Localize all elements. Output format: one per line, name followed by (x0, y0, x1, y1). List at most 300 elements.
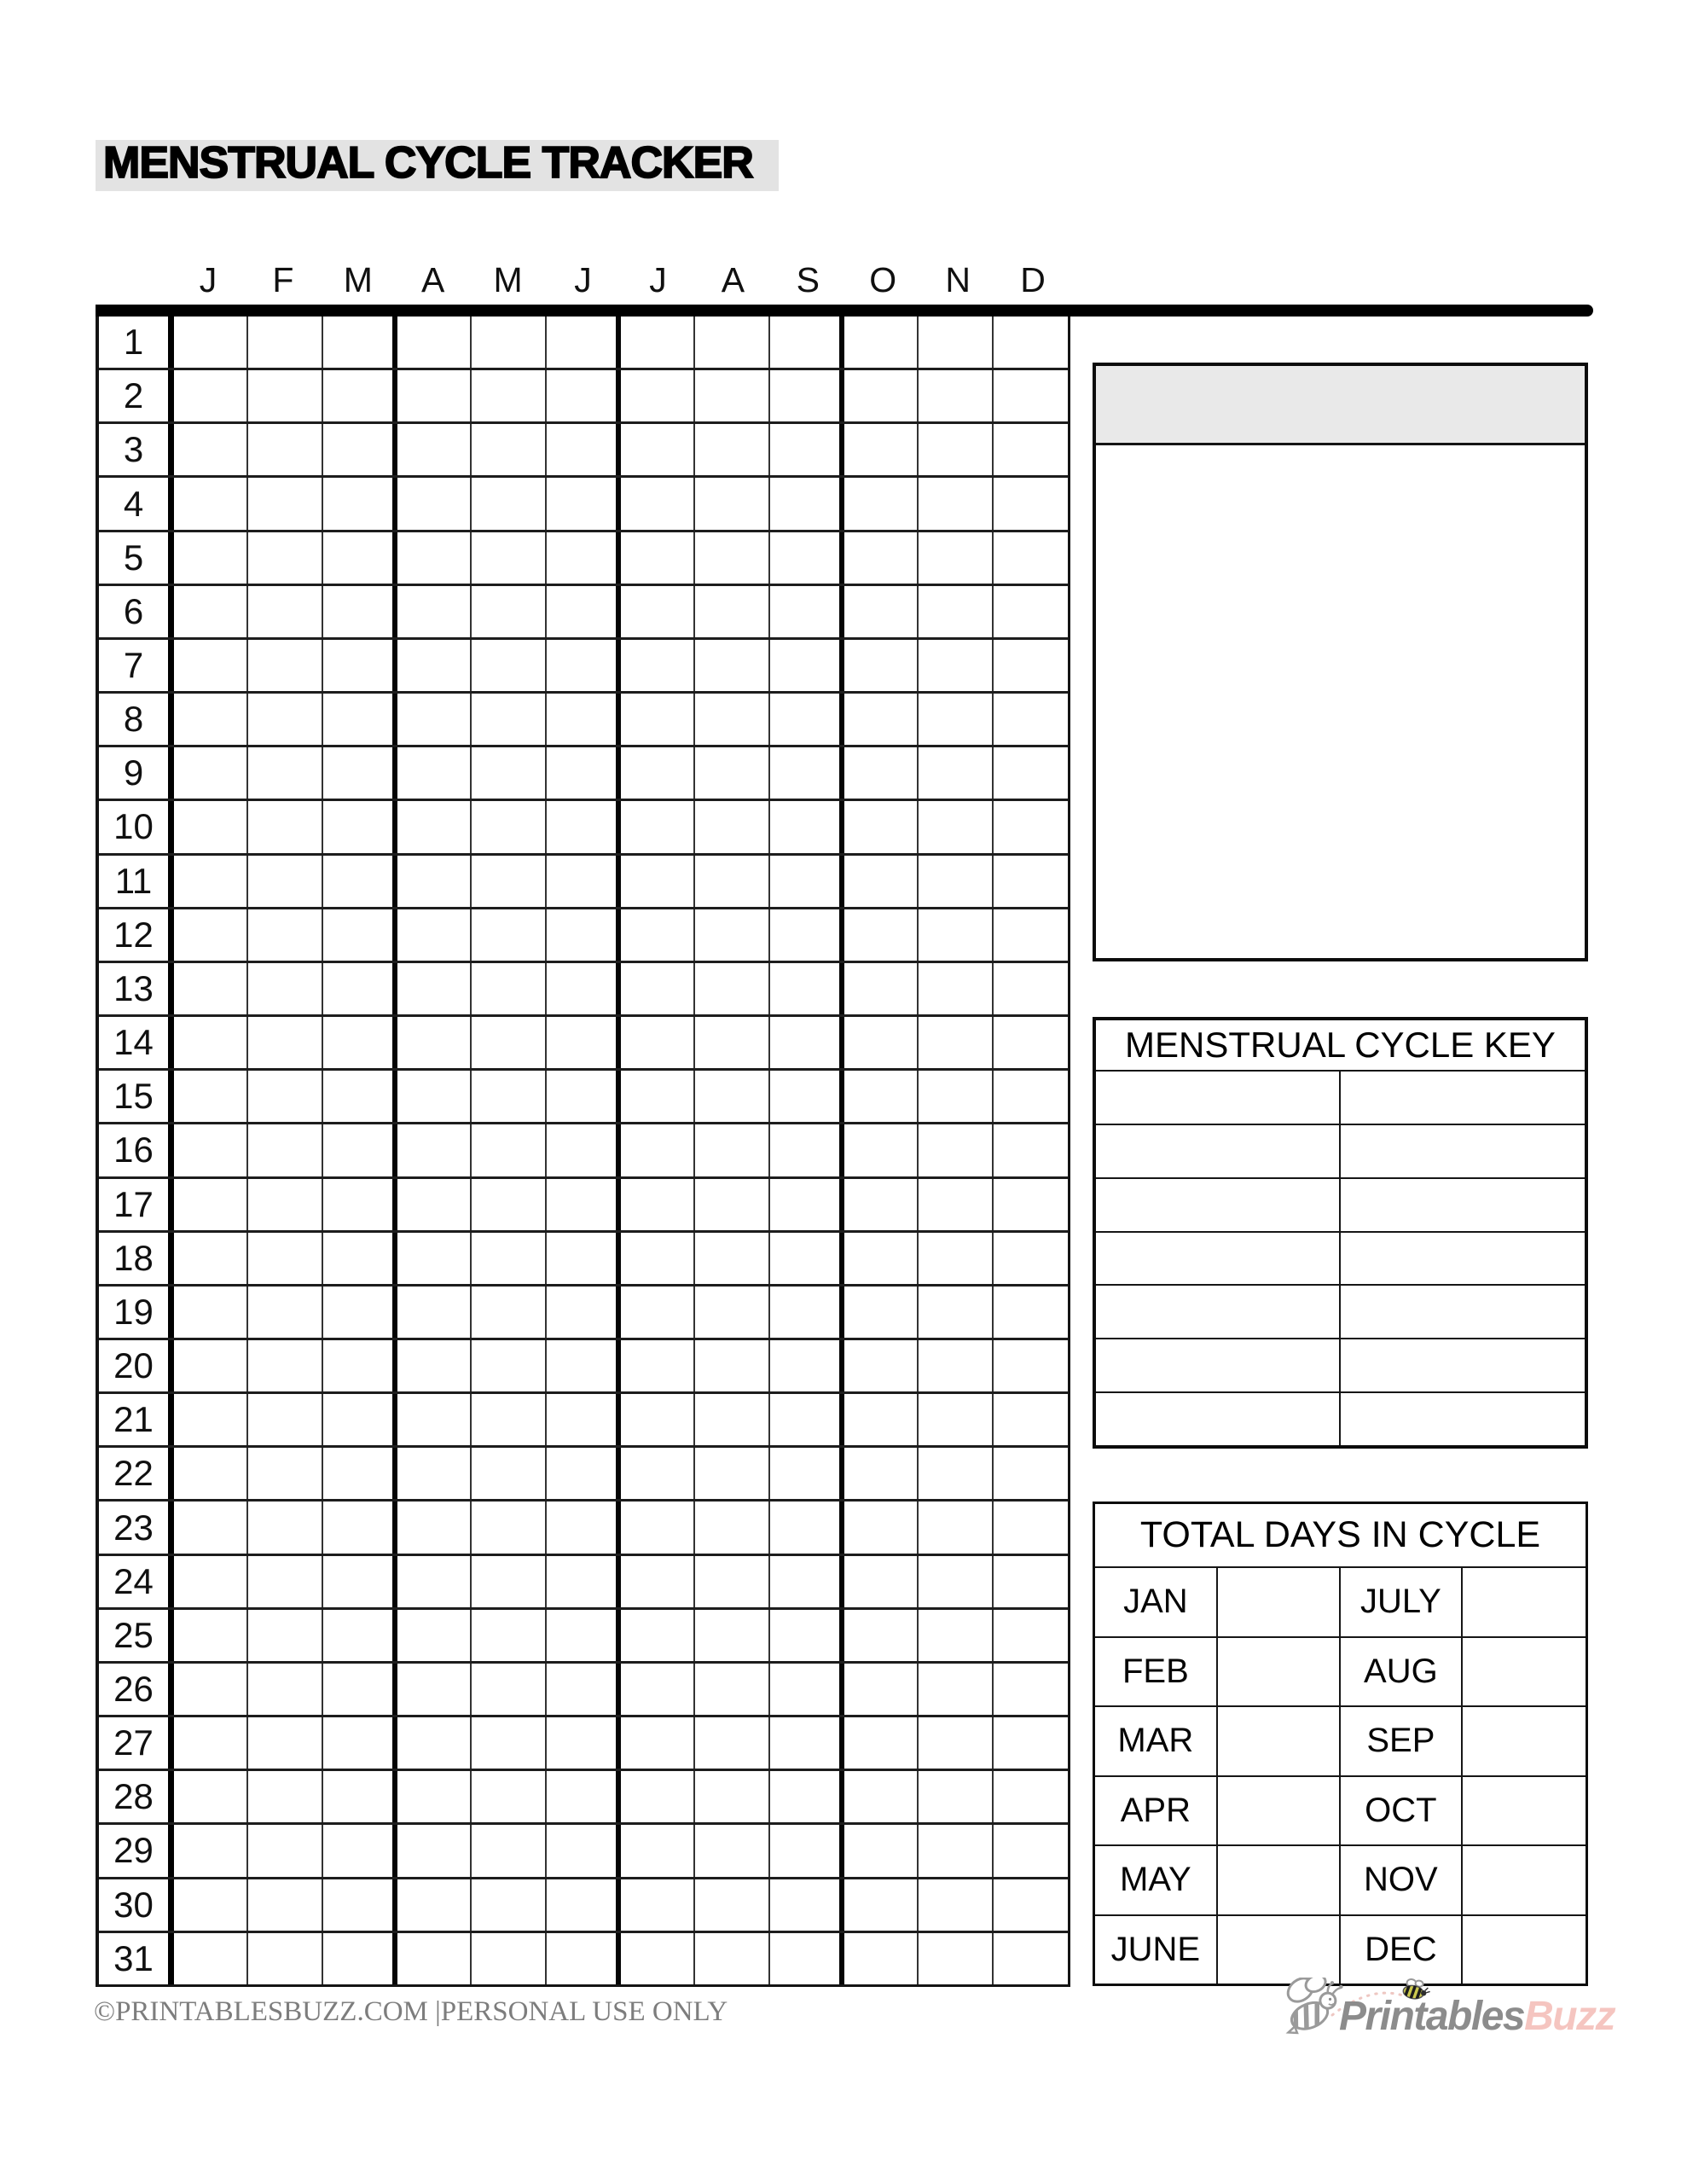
grid-cell[interactable] (621, 1124, 695, 1176)
days-value-cell[interactable] (1463, 1638, 1586, 1706)
grid-cell[interactable] (547, 1825, 621, 1876)
grid-cell[interactable] (770, 801, 844, 852)
grid-cell[interactable] (547, 1124, 621, 1176)
key-meaning-cell[interactable] (1341, 1233, 1586, 1285)
grid-cell[interactable] (695, 694, 769, 745)
grid-cell[interactable] (323, 1179, 397, 1230)
grid-cell[interactable] (919, 586, 993, 637)
grid-cell[interactable] (472, 1502, 546, 1553)
grid-cell[interactable] (994, 1556, 1068, 1607)
grid-cell[interactable] (547, 370, 621, 421)
grid-cell[interactable] (323, 747, 397, 799)
grid-cell[interactable] (248, 747, 322, 799)
grid-cell[interactable] (472, 909, 546, 961)
grid-cell[interactable] (919, 317, 993, 368)
grid-cell[interactable] (695, 1556, 769, 1607)
grid-cell[interactable] (323, 963, 397, 1014)
grid-cell[interactable] (621, 478, 695, 529)
grid-cell[interactable] (844, 317, 919, 368)
days-value-cell[interactable] (1218, 1777, 1341, 1845)
grid-cell[interactable] (323, 856, 397, 907)
grid-cell[interactable] (397, 747, 472, 799)
grid-cell[interactable] (174, 1879, 248, 1931)
grid-cell[interactable] (323, 1233, 397, 1284)
grid-cell[interactable] (994, 586, 1068, 637)
grid-cell[interactable] (174, 909, 248, 961)
grid-cell[interactable] (695, 1825, 769, 1876)
days-value-cell[interactable] (1463, 1777, 1586, 1845)
grid-cell[interactable] (323, 1017, 397, 1068)
grid-cell[interactable] (844, 1556, 919, 1607)
grid-cell[interactable] (770, 1502, 844, 1553)
grid-cell[interactable] (323, 1771, 397, 1822)
grid-cell[interactable] (397, 909, 472, 961)
grid-cell[interactable] (621, 532, 695, 584)
grid-cell[interactable] (472, 532, 546, 584)
grid-cell[interactable] (919, 747, 993, 799)
grid-cell[interactable] (919, 1664, 993, 1715)
grid-cell[interactable] (174, 1717, 248, 1769)
grid-cell[interactable] (919, 1448, 993, 1499)
grid-cell[interactable] (174, 1233, 248, 1284)
grid-cell[interactable] (397, 424, 472, 475)
grid-cell[interactable] (248, 1017, 322, 1068)
days-value-cell[interactable] (1218, 1568, 1341, 1636)
grid-cell[interactable] (397, 1771, 472, 1822)
grid-cell[interactable] (323, 1717, 397, 1769)
grid-cell[interactable] (547, 1340, 621, 1391)
grid-cell[interactable] (547, 424, 621, 475)
grid-cell[interactable] (472, 1717, 546, 1769)
grid-cell[interactable] (472, 478, 546, 529)
grid-cell[interactable] (174, 1448, 248, 1499)
grid-cell[interactable] (919, 694, 993, 745)
grid-cell[interactable] (695, 1502, 769, 1553)
grid-cell[interactable] (770, 1233, 844, 1284)
grid-cell[interactable] (547, 532, 621, 584)
grid-cell[interactable] (919, 424, 993, 475)
grid-cell[interactable] (844, 1502, 919, 1553)
grid-cell[interactable] (323, 317, 397, 368)
grid-cell[interactable] (472, 1179, 546, 1230)
grid-cell[interactable] (323, 478, 397, 529)
grid-cell[interactable] (248, 317, 322, 368)
grid-cell[interactable] (994, 1071, 1068, 1122)
grid-cell[interactable] (323, 1394, 397, 1445)
grid-cell[interactable] (472, 640, 546, 691)
grid-cell[interactable] (397, 856, 472, 907)
grid-cell[interactable] (621, 1233, 695, 1284)
grid-cell[interactable] (621, 694, 695, 745)
grid-cell[interactable] (174, 1556, 248, 1607)
grid-cell[interactable] (994, 1394, 1068, 1445)
grid-cell[interactable] (472, 1664, 546, 1715)
grid-cell[interactable] (547, 909, 621, 961)
key-symbol-cell[interactable] (1096, 1393, 1341, 1445)
grid-cell[interactable] (770, 1771, 844, 1822)
grid-cell[interactable] (174, 640, 248, 691)
grid-cell[interactable] (770, 424, 844, 475)
grid-cell[interactable] (323, 1825, 397, 1876)
grid-cell[interactable] (919, 1071, 993, 1122)
grid-cell[interactable] (472, 1340, 546, 1391)
grid-cell[interactable] (919, 801, 993, 852)
grid-cell[interactable] (844, 1017, 919, 1068)
grid-cell[interactable] (248, 424, 322, 475)
grid-cell[interactable] (174, 1017, 248, 1068)
days-value-cell[interactable] (1463, 1916, 1586, 1984)
grid-cell[interactable] (323, 424, 397, 475)
grid-cell[interactable] (621, 1933, 695, 1984)
grid-cell[interactable] (174, 1071, 248, 1122)
grid-cell[interactable] (844, 1879, 919, 1931)
grid-cell[interactable] (695, 640, 769, 691)
grid-cell[interactable] (547, 1556, 621, 1607)
grid-cell[interactable] (472, 963, 546, 1014)
grid-cell[interactable] (472, 1394, 546, 1445)
grid-cell[interactable] (770, 1124, 844, 1176)
grid-cell[interactable] (770, 1340, 844, 1391)
grid-cell[interactable] (695, 909, 769, 961)
grid-cell[interactable] (621, 963, 695, 1014)
grid-cell[interactable] (770, 317, 844, 368)
grid-cell[interactable] (397, 1394, 472, 1445)
grid-cell[interactable] (397, 1502, 472, 1553)
grid-cell[interactable] (621, 856, 695, 907)
grid-cell[interactable] (844, 694, 919, 745)
days-value-cell[interactable] (1463, 1846, 1586, 1914)
grid-cell[interactable] (695, 1287, 769, 1338)
grid-cell[interactable] (621, 1179, 695, 1230)
grid-cell[interactable] (919, 1502, 993, 1553)
grid-cell[interactable] (323, 1340, 397, 1391)
grid-cell[interactable] (695, 1394, 769, 1445)
grid-cell[interactable] (919, 532, 993, 584)
grid-cell[interactable] (397, 1933, 472, 1984)
grid-cell[interactable] (174, 478, 248, 529)
grid-cell[interactable] (695, 317, 769, 368)
grid-cell[interactable] (323, 1502, 397, 1553)
grid-cell[interactable] (994, 370, 1068, 421)
grid-cell[interactable] (248, 1071, 322, 1122)
grid-cell[interactable] (695, 1124, 769, 1176)
grid-cell[interactable] (547, 1610, 621, 1661)
grid-cell[interactable] (397, 1825, 472, 1876)
grid-cell[interactable] (994, 747, 1068, 799)
grid-cell[interactable] (397, 694, 472, 745)
grid-cell[interactable] (323, 1071, 397, 1122)
grid-cell[interactable] (919, 856, 993, 907)
grid-cell[interactable] (770, 856, 844, 907)
key-symbol-cell[interactable] (1096, 1125, 1341, 1177)
grid-cell[interactable] (248, 1340, 322, 1391)
grid-cell[interactable] (994, 317, 1068, 368)
grid-cell[interactable] (547, 317, 621, 368)
key-meaning-cell[interactable] (1341, 1072, 1586, 1124)
grid-cell[interactable] (844, 478, 919, 529)
grid-cell[interactable] (472, 694, 546, 745)
grid-cell[interactable] (844, 640, 919, 691)
grid-cell[interactable] (472, 1879, 546, 1931)
grid-cell[interactable] (844, 1124, 919, 1176)
grid-cell[interactable] (770, 694, 844, 745)
grid-cell[interactable] (994, 1124, 1068, 1176)
grid-cell[interactable] (919, 1933, 993, 1984)
grid-cell[interactable] (174, 1771, 248, 1822)
grid-cell[interactable] (174, 586, 248, 637)
grid-cell[interactable] (174, 317, 248, 368)
grid-cell[interactable] (621, 640, 695, 691)
grid-cell[interactable] (547, 1287, 621, 1338)
grid-cell[interactable] (621, 1394, 695, 1445)
grid-cell[interactable] (174, 370, 248, 421)
grid-cell[interactable] (994, 1879, 1068, 1931)
grid-cell[interactable] (248, 1717, 322, 1769)
grid-cell[interactable] (323, 1664, 397, 1715)
grid-cell[interactable] (174, 532, 248, 584)
grid-cell[interactable] (174, 1933, 248, 1984)
grid-cell[interactable] (397, 478, 472, 529)
grid-cell[interactable] (248, 1448, 322, 1499)
grid-cell[interactable] (323, 694, 397, 745)
grid-cell[interactable] (844, 909, 919, 961)
grid-cell[interactable] (397, 1233, 472, 1284)
grid-cell[interactable] (844, 1717, 919, 1769)
grid-cell[interactable] (397, 370, 472, 421)
grid-cell[interactable] (323, 1124, 397, 1176)
grid-cell[interactable] (174, 856, 248, 907)
grid-cell[interactable] (621, 586, 695, 637)
grid-cell[interactable] (770, 532, 844, 584)
grid-cell[interactable] (994, 1287, 1068, 1338)
grid-cell[interactable] (994, 1717, 1068, 1769)
grid-cell[interactable] (397, 1124, 472, 1176)
grid-cell[interactable] (844, 856, 919, 907)
grid-cell[interactable] (248, 801, 322, 852)
grid-cell[interactable] (695, 1233, 769, 1284)
grid-cell[interactable] (174, 963, 248, 1014)
grid-cell[interactable] (844, 801, 919, 852)
grid-cell[interactable] (323, 1448, 397, 1499)
days-value-cell[interactable] (1463, 1707, 1586, 1775)
grid-cell[interactable] (770, 1287, 844, 1338)
grid-cell[interactable] (695, 1879, 769, 1931)
grid-cell[interactable] (770, 1448, 844, 1499)
grid-cell[interactable] (174, 801, 248, 852)
grid-cell[interactable] (472, 1448, 546, 1499)
grid-cell[interactable] (547, 478, 621, 529)
grid-cell[interactable] (472, 1071, 546, 1122)
grid-cell[interactable] (695, 532, 769, 584)
grid-cell[interactable] (547, 1017, 621, 1068)
grid-cell[interactable] (621, 1879, 695, 1931)
key-meaning-cell[interactable] (1341, 1339, 1586, 1391)
grid-cell[interactable] (994, 1610, 1068, 1661)
grid-cell[interactable] (994, 856, 1068, 907)
grid-cell[interactable] (472, 856, 546, 907)
grid-cell[interactable] (323, 640, 397, 691)
grid-cell[interactable] (844, 1664, 919, 1715)
grid-cell[interactable] (547, 747, 621, 799)
grid-cell[interactable] (472, 370, 546, 421)
grid-cell[interactable] (844, 370, 919, 421)
grid-cell[interactable] (174, 1825, 248, 1876)
grid-cell[interactable] (547, 1071, 621, 1122)
grid-cell[interactable] (547, 1933, 621, 1984)
grid-cell[interactable] (547, 1664, 621, 1715)
grid-cell[interactable] (397, 532, 472, 584)
grid-cell[interactable] (695, 963, 769, 1014)
grid-cell[interactable] (323, 586, 397, 637)
grid-cell[interactable] (844, 532, 919, 584)
notes-box-header[interactable] (1096, 366, 1585, 445)
grid-cell[interactable] (994, 640, 1068, 691)
grid-cell[interactable] (397, 1340, 472, 1391)
grid-cell[interactable] (994, 1340, 1068, 1391)
grid-cell[interactable] (621, 801, 695, 852)
grid-cell[interactable] (621, 370, 695, 421)
grid-cell[interactable] (547, 963, 621, 1014)
grid-cell[interactable] (397, 1610, 472, 1661)
grid-cell[interactable] (994, 1825, 1068, 1876)
grid-cell[interactable] (174, 1124, 248, 1176)
grid-cell[interactable] (248, 1394, 322, 1445)
grid-cell[interactable] (770, 478, 844, 529)
grid-cell[interactable] (695, 1717, 769, 1769)
grid-cell[interactable] (994, 1933, 1068, 1984)
grid-cell[interactable] (919, 1610, 993, 1661)
grid-cell[interactable] (770, 1556, 844, 1607)
grid-cell[interactable] (770, 1017, 844, 1068)
grid-cell[interactable] (695, 1179, 769, 1230)
grid-cell[interactable] (621, 1664, 695, 1715)
grid-cell[interactable] (323, 1879, 397, 1931)
grid-cell[interactable] (621, 1017, 695, 1068)
grid-cell[interactable] (919, 1179, 993, 1230)
grid-cell[interactable] (323, 1610, 397, 1661)
grid-cell[interactable] (174, 1664, 248, 1715)
grid-cell[interactable] (248, 1610, 322, 1661)
grid-cell[interactable] (844, 1448, 919, 1499)
days-value-cell[interactable] (1218, 1846, 1341, 1914)
grid-cell[interactable] (919, 1825, 993, 1876)
grid-cell[interactable] (174, 747, 248, 799)
grid-cell[interactable] (547, 1179, 621, 1230)
grid-cell[interactable] (323, 1287, 397, 1338)
grid-cell[interactable] (844, 1610, 919, 1661)
grid-cell[interactable] (174, 1394, 248, 1445)
grid-cell[interactable] (248, 856, 322, 907)
grid-cell[interactable] (844, 1771, 919, 1822)
grid-cell[interactable] (919, 909, 993, 961)
grid-cell[interactable] (472, 1233, 546, 1284)
grid-cell[interactable] (472, 1771, 546, 1822)
key-symbol-cell[interactable] (1096, 1286, 1341, 1338)
grid-cell[interactable] (621, 1502, 695, 1553)
grid-cell[interactable] (695, 478, 769, 529)
grid-cell[interactable] (248, 1556, 322, 1607)
grid-cell[interactable] (547, 1394, 621, 1445)
grid-cell[interactable] (695, 801, 769, 852)
grid-cell[interactable] (397, 1179, 472, 1230)
grid-cell[interactable] (844, 586, 919, 637)
grid-cell[interactable] (919, 1879, 993, 1931)
grid-cell[interactable] (844, 747, 919, 799)
grid-cell[interactable] (844, 1179, 919, 1230)
days-value-cell[interactable] (1463, 1568, 1586, 1636)
grid-cell[interactable] (547, 1502, 621, 1553)
grid-cell[interactable] (770, 1610, 844, 1661)
grid-cell[interactable] (547, 640, 621, 691)
key-meaning-cell[interactable] (1341, 1125, 1586, 1177)
grid-cell[interactable] (695, 1071, 769, 1122)
days-value-cell[interactable] (1218, 1638, 1341, 1706)
grid-cell[interactable] (621, 1717, 695, 1769)
grid-cell[interactable] (770, 1879, 844, 1931)
grid-cell[interactable] (770, 1717, 844, 1769)
grid-cell[interactable] (994, 424, 1068, 475)
grid-cell[interactable] (994, 1233, 1068, 1284)
grid-cell[interactable] (994, 801, 1068, 852)
grid-cell[interactable] (248, 586, 322, 637)
grid-cell[interactable] (248, 1502, 322, 1553)
grid-cell[interactable] (770, 1933, 844, 1984)
grid-cell[interactable] (472, 1124, 546, 1176)
grid-cell[interactable] (844, 1933, 919, 1984)
grid-cell[interactable] (919, 640, 993, 691)
key-symbol-cell[interactable] (1096, 1233, 1341, 1285)
grid-cell[interactable] (472, 801, 546, 852)
grid-cell[interactable] (248, 694, 322, 745)
grid-cell[interactable] (994, 1017, 1068, 1068)
grid-cell[interactable] (397, 1556, 472, 1607)
grid-cell[interactable] (844, 1394, 919, 1445)
grid-cell[interactable] (770, 640, 844, 691)
key-meaning-cell[interactable] (1341, 1393, 1586, 1445)
grid-cell[interactable] (621, 747, 695, 799)
grid-cell[interactable] (695, 856, 769, 907)
grid-cell[interactable] (994, 963, 1068, 1014)
grid-cell[interactable] (248, 1771, 322, 1822)
grid-cell[interactable] (397, 586, 472, 637)
grid-cell[interactable] (547, 1233, 621, 1284)
grid-cell[interactable] (174, 424, 248, 475)
grid-cell[interactable] (919, 1287, 993, 1338)
grid-cell[interactable] (621, 1071, 695, 1122)
grid-cell[interactable] (397, 1879, 472, 1931)
key-meaning-cell[interactable] (1341, 1179, 1586, 1231)
grid-cell[interactable] (621, 1448, 695, 1499)
grid-cell[interactable] (695, 1340, 769, 1391)
grid-cell[interactable] (248, 532, 322, 584)
grid-cell[interactable] (547, 586, 621, 637)
grid-cell[interactable] (695, 370, 769, 421)
grid-cell[interactable] (248, 1124, 322, 1176)
grid-cell[interactable] (472, 424, 546, 475)
grid-cell[interactable] (547, 856, 621, 907)
grid-cell[interactable] (323, 1556, 397, 1607)
grid-cell[interactable] (397, 801, 472, 852)
grid-cell[interactable] (547, 801, 621, 852)
grid-cell[interactable] (397, 640, 472, 691)
grid-cell[interactable] (248, 1179, 322, 1230)
grid-cell[interactable] (919, 1394, 993, 1445)
grid-cell[interactable] (472, 317, 546, 368)
grid-cell[interactable] (248, 1879, 322, 1931)
grid-cell[interactable] (844, 963, 919, 1014)
grid-cell[interactable] (397, 963, 472, 1014)
grid-cell[interactable] (919, 963, 993, 1014)
